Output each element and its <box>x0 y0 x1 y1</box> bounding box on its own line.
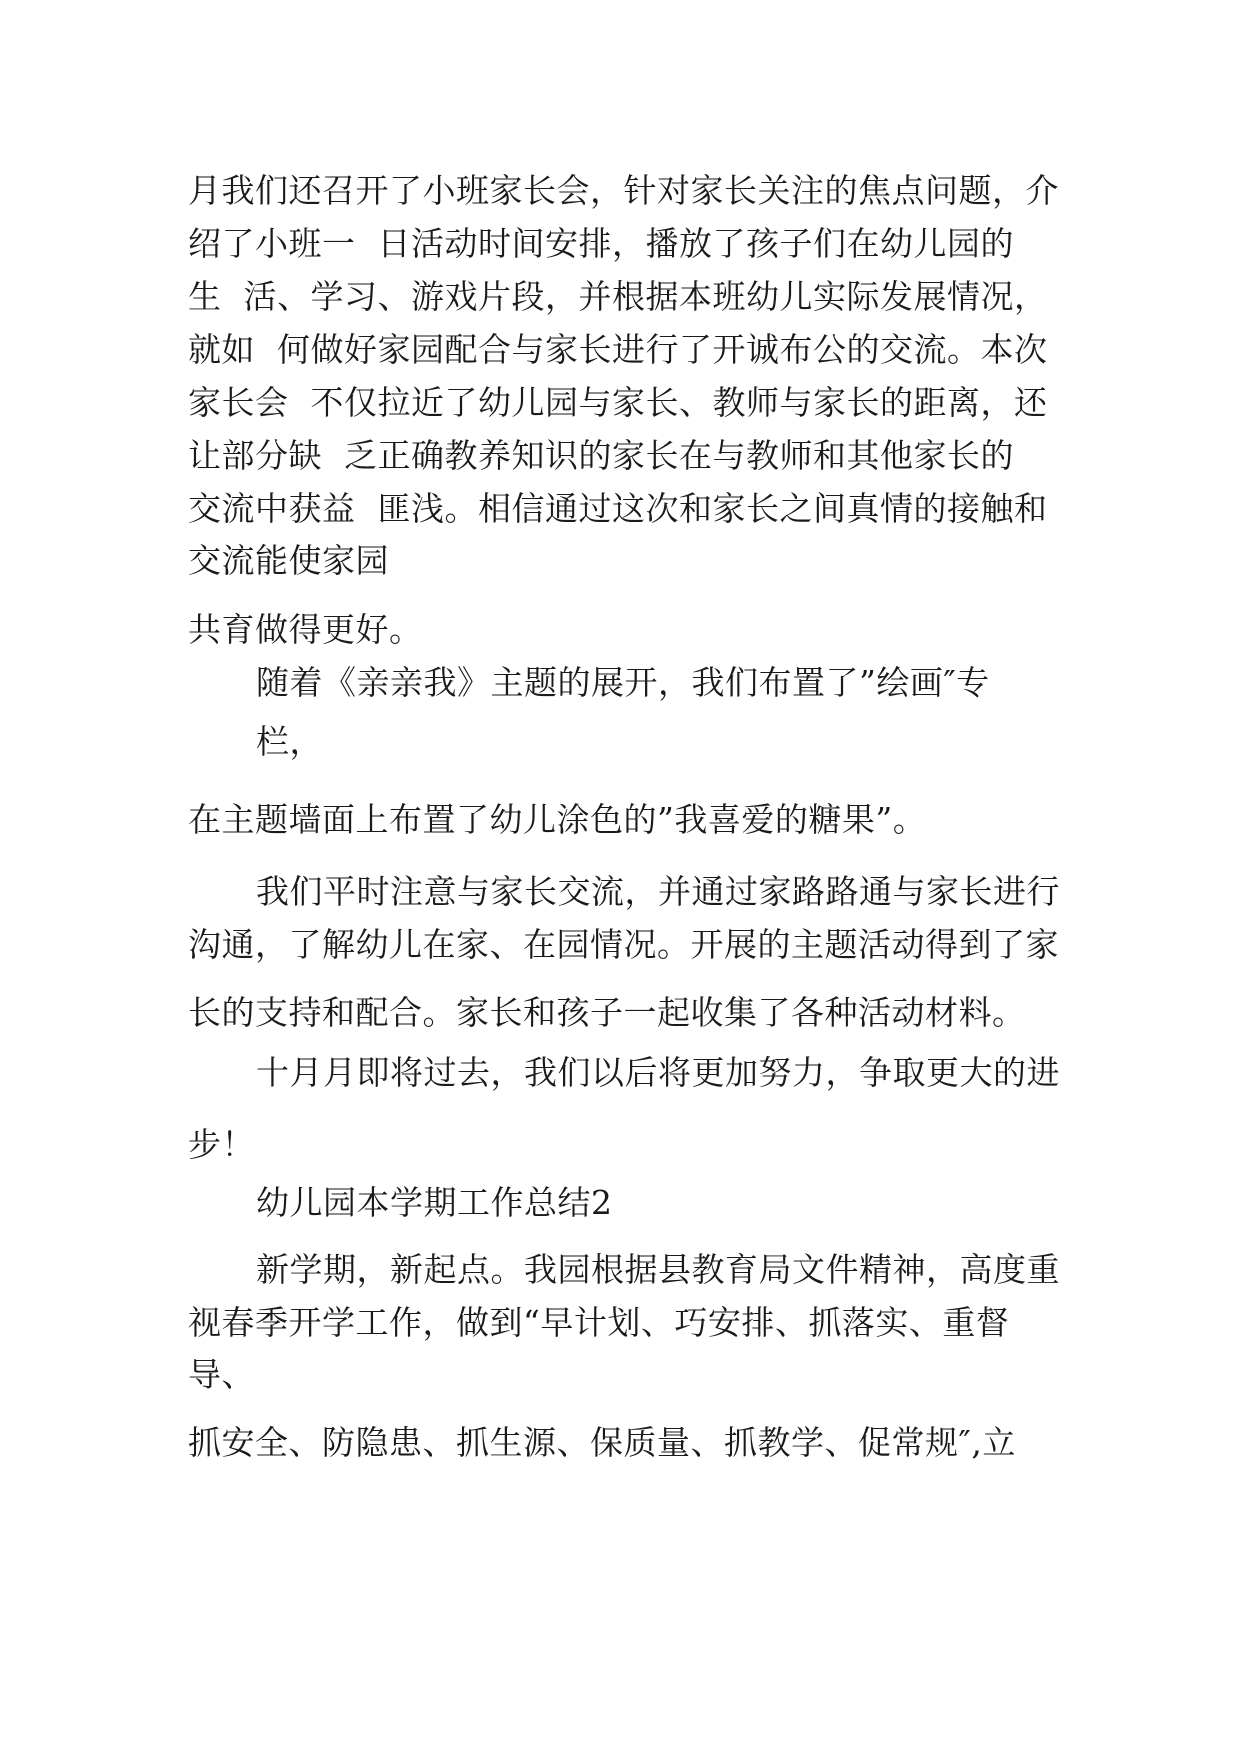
text-line: 沟通，了解幼儿在家、在园情况。开展的主题活动得到了家 <box>188 925 1059 964</box>
text-line: 抓安全、防隐患、抓生源、保质量、抓教学、促常规″,立 <box>188 1423 1016 1462</box>
text-line: 让部分缺 乏正确教养知识的家长在与教师和其他家长的 <box>188 436 1014 475</box>
text-line: 导、 <box>188 1355 255 1394</box>
text-line: 生 活、学习、游戏片段，并根据本班幼儿实际发展情况， <box>188 277 1048 316</box>
text-line: 共育做得更好。 <box>188 610 423 649</box>
text-line: 月我们还召开了小班家长会，针对家长关注的焦点问题，介 <box>188 171 1059 210</box>
section-heading: 幼儿园本学期工作总结2 <box>256 1183 613 1222</box>
text-line: 交流中获益 匪浅。相信通过这次和家长之间真情的接触和 <box>188 489 1048 528</box>
text-line: 我们平时注意与家长交流，并通过家路路通与家长进行 <box>256 872 1060 911</box>
text-line: 随着《亲亲我》主题的展开，我们布置了”绘画″专 <box>256 663 990 702</box>
text-line: 交流能使家园 <box>188 541 389 580</box>
text-line: 栏， <box>256 722 323 761</box>
text-line: 新学期，新起点。我园根据县教育局文件精神，高度重 <box>256 1250 1060 1289</box>
text-line: 视春季开学工作，做到“早计划、巧安排、抓落实、重督 <box>188 1303 1010 1342</box>
text-line: 就如 何做好家园配合与家长进行了开诚布公的交流。本次 <box>188 330 1048 369</box>
text-line: 家长会 不仅拉近了幼儿园与家长、教师与家长的距离，还 <box>188 383 1048 422</box>
text-line: 十月月即将过去，我们以后将更加努力，争取更大的进 <box>256 1053 1060 1092</box>
text-line: 步！ <box>188 1125 255 1164</box>
text-line: 在主题墙面上布置了幼儿涂色的”我喜爱的糖果”。 <box>188 800 927 839</box>
text-line: 长的支持和配合。家长和孩子一起收集了各种活动材料。 <box>188 993 1026 1032</box>
text-line: 绍了小班一 日活动时间安排，播放了孩子们在幼儿园的 <box>188 224 1014 263</box>
